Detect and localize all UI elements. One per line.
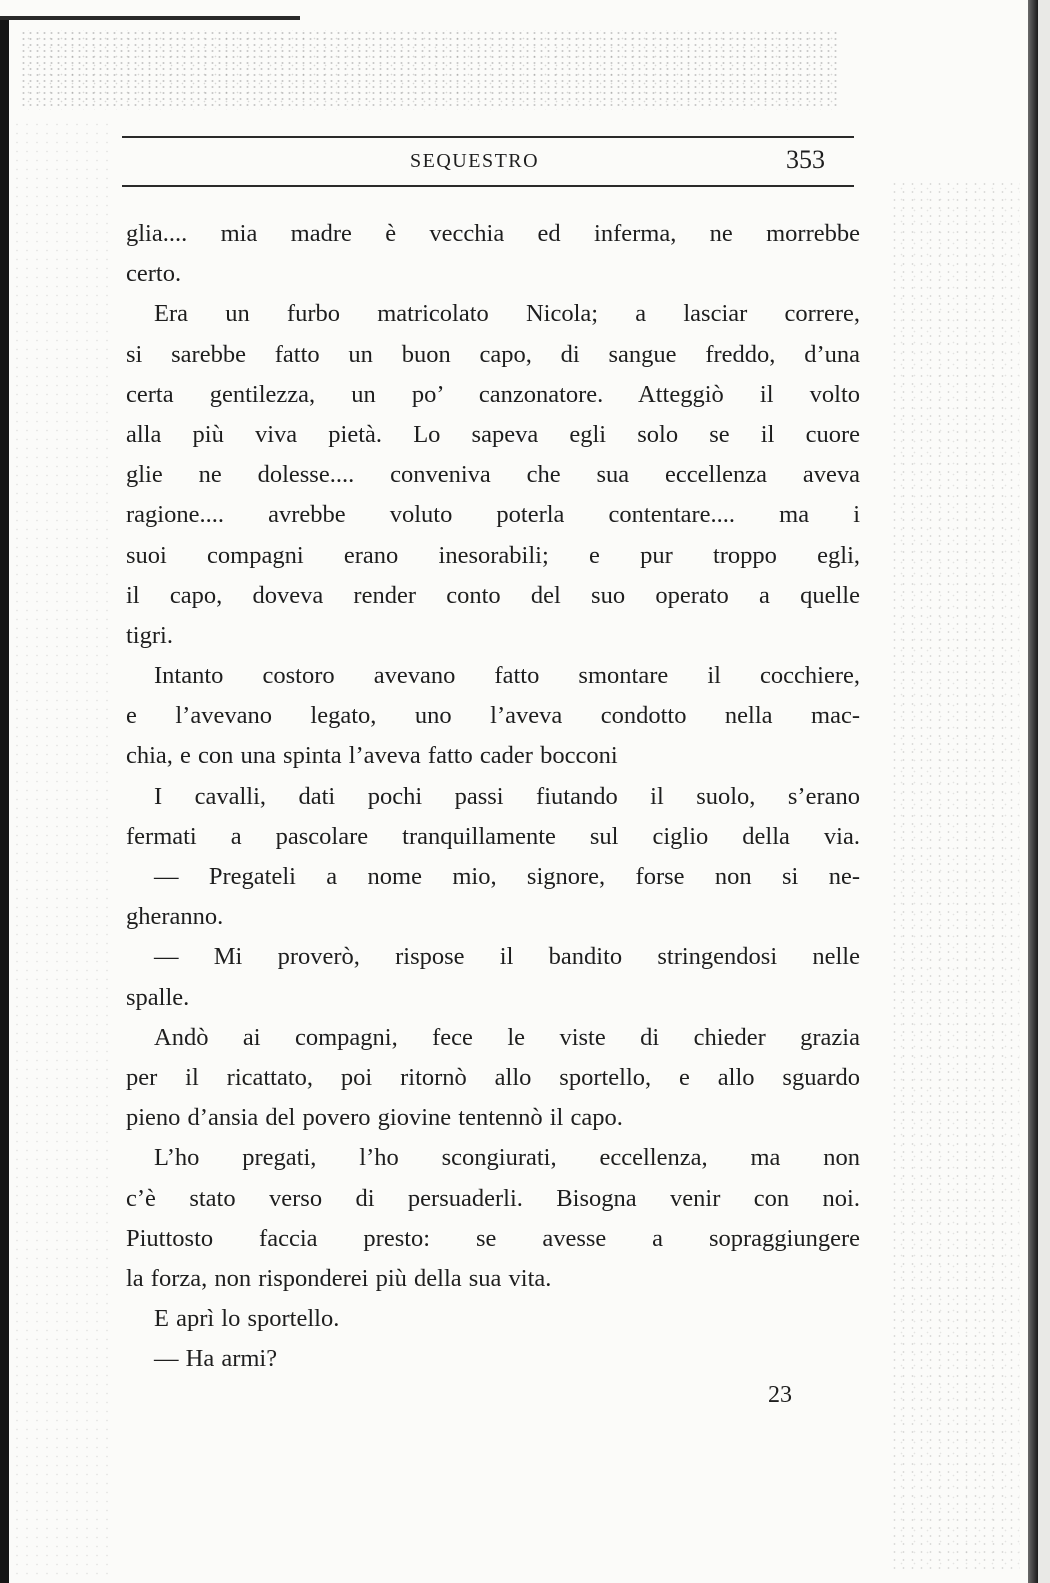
scan-noise-top — [20, 30, 840, 110]
text-line: tigri. — [126, 621, 173, 649]
text-line: il capo, doveva render conto del suo operato a quelle — [126, 581, 860, 609]
text-line: L’ho pregati, l’ho scongiurati, eccellenza, ma non — [154, 1144, 860, 1172]
scan-noise-left — [12, 120, 112, 1580]
scan-edge-left — [0, 20, 9, 1583]
text-line: — Ha armi? — [154, 1345, 278, 1373]
header-rule-bottom — [122, 185, 854, 187]
text-line: Intanto costoro avevano fatto smontare il cocchiere, — [154, 662, 860, 690]
text-line: glia.... mia madre è vecchia ed inferma, ne morrebbe — [126, 220, 860, 247]
body-text — [126, 214, 860, 1379]
text-line: si sarebbe fatto un buon capo, di sangue freddo, d’una — [126, 340, 860, 368]
text-line: Era un furbo matricolato Nicola; a lasciar correre, — [154, 300, 860, 328]
text-line: c’è stato verso di persuaderli. Bisogna venir con noi. — [126, 1184, 860, 1212]
text-line: E aprì lo sportello. — [154, 1305, 340, 1333]
printer-signature: 23 — [768, 1382, 792, 1408]
scan-edge-top — [0, 16, 300, 20]
text-line: certa gentilezza, un po’ canzonatore. Atteggiò il volto — [126, 380, 860, 408]
text-line: I cavalli, dati pochi passi fiutando il suolo, s’erano — [154, 782, 860, 810]
scan-noise-right — [890, 180, 1020, 1570]
text-line: ragione.... avrebbe voluto poterla contentare.... ma i — [126, 501, 860, 529]
text-line: — Mi proverò, rispose il bandito stringendosi nelle — [154, 943, 860, 971]
text-line: gheranno. — [126, 903, 224, 931]
text-line: suoi compagni erano inesorabili; e pur troppo egli, — [126, 541, 860, 569]
running-title: SEQUESTRO — [410, 150, 540, 172]
scan-edge-right — [1028, 0, 1038, 1583]
text-line: fermati a pascolare tranquillamente sul ciglio della via. — [126, 822, 860, 850]
text-line: per il ricattato, poi ritornò allo sportello, e allo sguardo — [126, 1063, 860, 1091]
text-line: alla più viva pietà. Lo sapeva egli solo se il cuore — [126, 420, 860, 448]
text-line: certo. — [126, 260, 182, 288]
text-line: la forza, non risponderei più della sua vita. — [126, 1264, 552, 1292]
page-number: 353 — [786, 145, 825, 174]
header-rule-top — [122, 136, 854, 138]
text-line: glie ne dolesse.... conveniva che sua eccellenza aveva — [126, 461, 860, 489]
text-line: pieno d’ansia del povero giovine tentennò il capo. — [126, 1104, 623, 1132]
text-line: chia, e con una spinta l’aveva fatto cader bocconi — [126, 742, 618, 770]
text-line: Andò ai compagni, fece le viste di chieder grazia — [154, 1023, 860, 1051]
scan-margin-right — [1038, 0, 1050, 1583]
text-line: spalle. — [126, 983, 190, 1011]
text-line: e l’avevano legato, uno l’aveva condotto nella mac- — [126, 702, 860, 730]
text-line: — Pregateli a nome mio, signore, forse non si ne- — [154, 863, 860, 890]
text-line: Piuttosto faccia presto: se avesse a sopraggiungere — [126, 1224, 860, 1252]
